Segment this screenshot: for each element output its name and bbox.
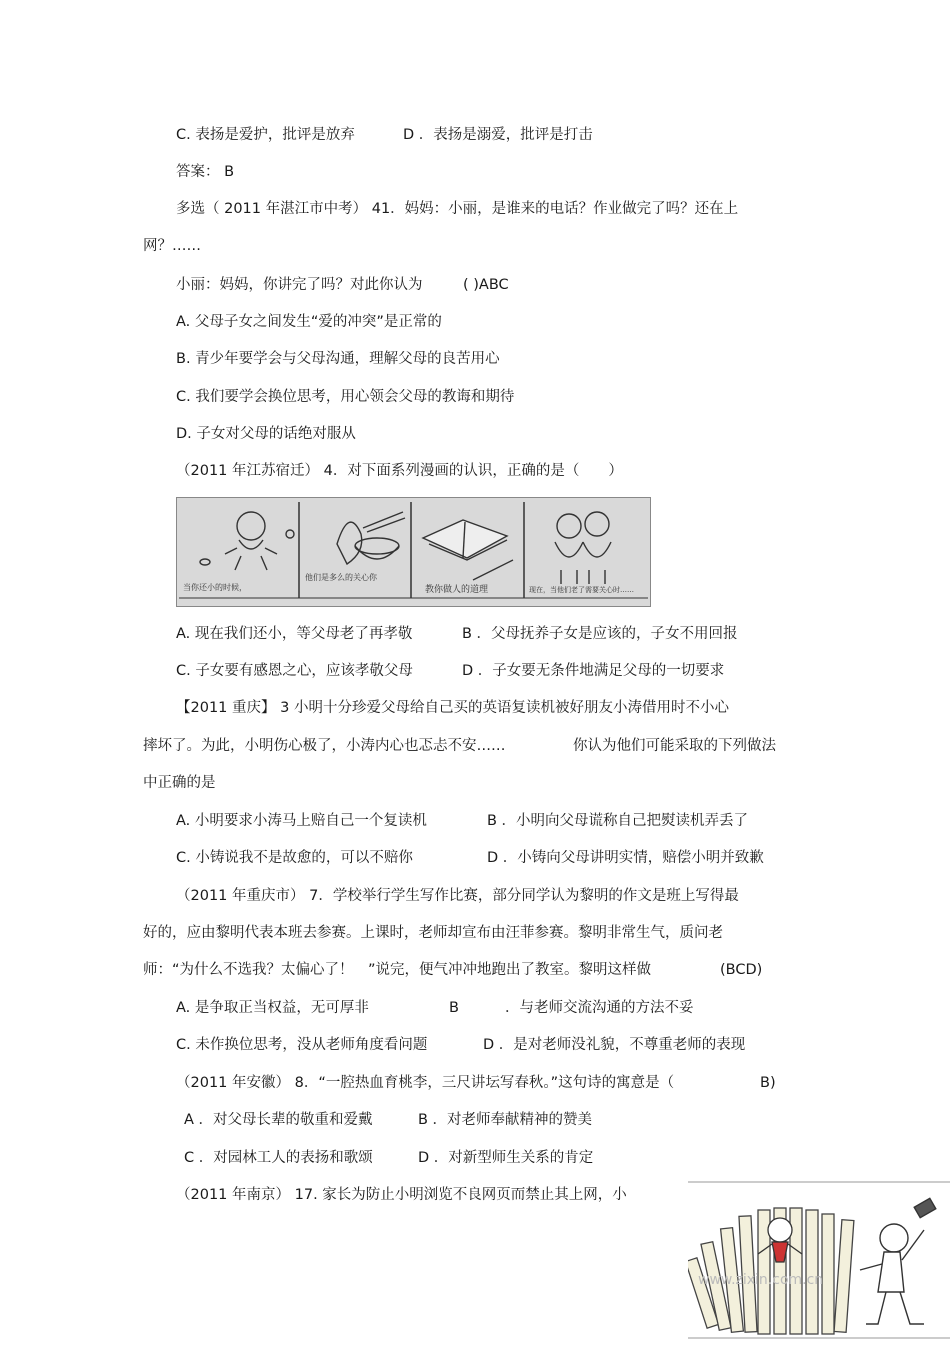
option-c: C. 未作换位思考，没从老师角度看问题	[176, 1037, 428, 1053]
option-b: B ．父母抚养子女是应该的，子女不用回报	[462, 626, 738, 642]
option-a: A. 小明要求小涛马上赔自己一个复读机	[176, 813, 427, 829]
question-prompt	[176, 275, 509, 295]
option-d: D ．对新型师生关系的肯定	[418, 1150, 594, 1166]
option-line	[176, 624, 738, 644]
option-a: A. 父母子女之间发生“爱的冲突”是正常的	[176, 314, 442, 330]
option-c: C. 表扬是爱护，批评是放弃	[176, 127, 355, 143]
option-line	[184, 1110, 593, 1130]
option-line	[176, 125, 593, 145]
option-line	[176, 811, 749, 831]
answer-mark: B)	[760, 1075, 776, 1091]
panel3-caption: 教你做人的道理	[425, 585, 489, 595]
watermark-text: www.zixin.com.cn	[698, 1272, 824, 1288]
answer-mark: ( )ABC	[463, 277, 509, 293]
question-text: （2011 年南京） 17. 家长为防止小明浏览不良网页而禁止其上网，小	[176, 1187, 627, 1203]
panel4-caption: 现在，当他们老了需要关心时……	[529, 586, 634, 594]
option-line	[176, 998, 694, 1018]
question-text-part: 你认为他们可能采取的下列做法	[573, 738, 776, 754]
option-b: ．与老师交流沟通的方法不妥	[505, 1000, 694, 1016]
question-text-cont: 中正确的是	[143, 775, 216, 791]
question-text: 多选（ 2011 年湛江市中考） 41．妈妈：小丽，是谁来的电话？作业做完了吗？还在上	[176, 201, 739, 217]
panel2-caption: 他们是多么的关心你	[305, 573, 377, 582]
question-text-part: 摔坏了。为此，小明伤心极了，小涛内心也忑忐不安……	[143, 738, 506, 754]
panel1-caption: 当你还小的时候，	[183, 583, 247, 592]
baby-drawing	[200, 512, 294, 570]
question-text-cont: 网？……	[143, 238, 201, 254]
option-b: B ．小明向父母谎称自己把熨读机弄丢了	[487, 813, 749, 829]
option-b: B ．对老师奉献精神的赞美	[418, 1112, 593, 1128]
bowl-drawing	[337, 512, 405, 564]
option-c: C. 我们要学会换位思考，用心领会父母的教诲和期待	[176, 389, 515, 405]
answer-mark: (BCD)	[720, 962, 763, 978]
option-a: A. 是争取正当权益，无可厚非	[176, 1000, 369, 1016]
parent-hammering-drawing	[860, 1198, 936, 1324]
option-d: D ．表扬是溺爱，批评是打击	[403, 127, 593, 143]
comic-strip-image	[176, 497, 651, 607]
question-text-cont	[143, 736, 776, 756]
option-line	[176, 848, 764, 868]
question-text	[176, 1073, 776, 1093]
option-c: C ．对园林工人的表扬和歌颂	[184, 1150, 373, 1166]
option-d: D ．子女要无条件地满足父母的一切要求	[462, 663, 725, 679]
option-a: A ．对父母长辈的敬重和爱戴	[184, 1112, 373, 1128]
question-text: （2011 年江苏宿迁） 4．对下面系列漫画的认识，正确的是（ ）	[176, 463, 623, 479]
fence-cartoon-image	[688, 1180, 950, 1345]
option-line	[176, 661, 725, 681]
option-b: B. 青少年要学会与父母沟通，理解父母的良苦用心	[176, 351, 500, 367]
option-d: D ．是对老师没礼貌，不尊重老师的表现	[483, 1037, 746, 1053]
option-c: C. 子女要有感恩之心，应该孝敬父母	[176, 663, 413, 679]
question-text-part: 师：“为什么不选我？太偏心了！ ”说完，便气冲冲地跑出了教室。黎明这样做	[143, 962, 652, 978]
question-text-cont: 好的，应由黎明代表本班去参赛。上课时，老师却宣布由汪菲参赛。黎明非常生气，质问老	[143, 925, 723, 941]
option-d: D. 子女对父母的话绝对服从	[176, 426, 356, 442]
option-line	[184, 1148, 594, 1168]
question-text: （2011 年重庆市） 7．学校举行学生写作比赛，部分同学认为黎明的作文是班上写得最	[176, 888, 739, 904]
option-c: C. 小铸说我不是故愈的，可以不赔你	[176, 850, 413, 866]
option-a: A. 现在我们还小，等父母老了再孝敬	[176, 626, 413, 642]
answer-line: 答案： B	[176, 164, 235, 180]
prompt-text: 小丽：妈妈，你讲完了吗？对此你认为	[176, 277, 423, 293]
option-line	[176, 1035, 746, 1055]
option-d: D ．小铸向父母讲明实情，赔偿小明并致歉	[487, 850, 764, 866]
question-text-part: （2011 年安徽） 8．“一腔热血育桃李，三尺讲坛写春秋。”这句诗的寓意是（	[176, 1075, 675, 1091]
question-text: 【2011 重庆】 3 小明十分珍爱父母给自己买的英语复读机被好朋友小涛借用时不小心	[176, 700, 729, 716]
elderly-couple-drawing	[555, 512, 611, 584]
option-b-letter: B	[449, 1000, 459, 1016]
question-text-cont	[143, 960, 763, 980]
book-drawing	[423, 520, 513, 580]
